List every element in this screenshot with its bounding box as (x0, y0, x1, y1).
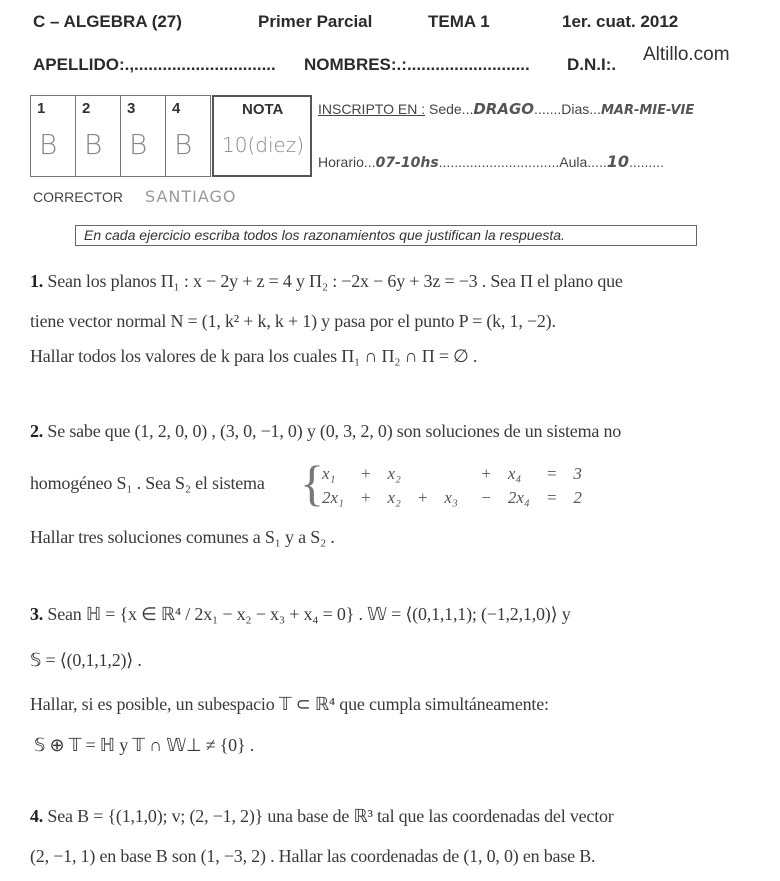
problem-number: 2. (30, 421, 44, 441)
horario-label: Horario... (318, 154, 376, 170)
dias-label: .......Dias... (534, 101, 601, 117)
nota-cell (212, 95, 312, 177)
inscripto-line (318, 100, 694, 118)
problem-2-line-2: homogéneo S₁ . Sea S₂ el sistema (30, 473, 265, 493)
problem-2-line-3: Hallar tres soluciones comunes a S₁ y a S₂ . (30, 527, 335, 547)
horario-value: 07-10hs (375, 155, 439, 171)
course-title: C – ALGEBRA (27) (33, 12, 182, 31)
horario-dots: ............................... (438, 154, 560, 170)
problem-4-line-1 (30, 806, 614, 827)
grade-cell-4 (165, 95, 211, 177)
horario-line (318, 152, 664, 171)
problem-text: Sean ℍ = {x ∈ ℝ⁴ / 2x₁ − x₂ − x₃ + x₄ = 0} . 𝕎 = ⟨(0,1,1,1); (−1,2,1,0)⟩ y (47, 604, 571, 624)
op: = (545, 464, 558, 483)
term: x₄ (507, 464, 522, 483)
problem-2-line-1 (30, 421, 621, 442)
op: + (480, 464, 492, 483)
problem-3-line-4: 𝕊 ⊕ 𝕋 = ℍ y 𝕋 ∩ 𝕎⊥ ≠ {0} . (34, 735, 255, 755)
grade-number: 4 (172, 100, 181, 117)
aula-dots: ......... (628, 154, 664, 170)
op: = (545, 488, 558, 507)
nombres-field: NOMBRES:.:.......................... (304, 55, 530, 74)
grade-cell-1 (30, 95, 76, 177)
equation-row (314, 486, 590, 510)
aula-value: 10 (606, 152, 629, 171)
grade-value: B (84, 128, 103, 161)
watermark: Altillo.com (643, 44, 730, 65)
equation-row (314, 462, 590, 486)
problem-number: 4. (30, 806, 44, 826)
op: − (480, 488, 492, 507)
problem-text: Sean los planos Π₁ : x − 2y + z = 4 y Π₂ : −2x − 6y + 3z = −3 . Sea Π el plano que (47, 271, 623, 291)
problem-text: Sea B = {(1,1,0); v; (2, −1, 2)} una base de ℝ³ tal que las coordenadas del vector (47, 806, 614, 826)
nota-value: 10(diez) (222, 133, 305, 157)
problem-number: 1. (30, 271, 44, 291)
inscripto-label: INSCRIPTO EN : (318, 101, 426, 117)
sede-label: Sede... (428, 101, 474, 117)
op (409, 462, 436, 486)
grade-cell-3 (120, 95, 166, 177)
nota-label: NOTA (242, 101, 284, 118)
problem-1-line-1 (30, 271, 623, 292)
problem-3-line-1 (30, 604, 571, 625)
apellido-field: APELLIDO:.,.............................. (33, 55, 276, 74)
problem-1-line-3: Hallar todos los valores de k para los cuales Π₁ ∩ Π₂ ∩ Π = ∅ . (30, 346, 478, 366)
sede-value: DRAGO (473, 100, 535, 118)
problem-number: 3. (30, 604, 44, 624)
grade-cell-2 (75, 95, 121, 177)
term (436, 462, 472, 486)
aula-label: Aula..... (559, 154, 607, 170)
op: + (359, 464, 372, 483)
problem-3-line-2: 𝕊 = ⟨(0,1,1,2)⟩ . (30, 650, 142, 670)
instructions-box: En cada ejercicio escriba todos los razonamientos que justifican la respuesta. (75, 225, 697, 246)
op: + (416, 488, 429, 507)
problem-3-line-3: Hallar, si es posible, un subespacio 𝕋 ⊂ ℝ⁴ que cumpla simultáneamente: (30, 694, 549, 714)
exam-name: Primer Parcial (258, 12, 373, 31)
grade-value: B (129, 128, 148, 161)
corrector-value: SANTIAGO (145, 187, 237, 206)
tema-label: TEMA 1 (428, 12, 490, 31)
dias-value: MAR-MIE-VIE (600, 103, 695, 118)
op: + (359, 488, 372, 507)
grade-value: B (174, 128, 193, 161)
rhs: 3 (573, 464, 582, 483)
corrector-label: CORRECTOR (33, 189, 123, 205)
term: x₂ (387, 488, 401, 507)
term: x₃ (444, 488, 458, 507)
term: 2x₄ (507, 488, 530, 507)
rhs: 2 (573, 488, 582, 507)
grade-number: 3 (127, 100, 136, 117)
grade-value: B (39, 128, 58, 161)
grade-number: 2 (82, 100, 91, 117)
problem-1-line-2: tiene vector normal N = (1, k² + k, k + 1) y pasa por el punto P = (k, 1, −2). (30, 311, 556, 331)
term-label: 1er. cuat. 2012 (562, 12, 679, 31)
term: 2x₁ (322, 488, 344, 507)
problem-4-line-2: (2, −1, 1) en base B son (1, −3, 2) . Hallar las coordenadas de (1, 0, 0) en base B. (30, 846, 596, 866)
brace-icon: { (300, 455, 324, 511)
term: x₁ (322, 464, 336, 483)
dni-field: D.N.I:. (567, 55, 617, 74)
problem-text: Se sabe que (1, 2, 0, 0) , (3, 0, −1, 0) y (0, 3, 2, 0) son soluciones de un sistema no (47, 421, 622, 441)
grade-number: 1 (37, 100, 46, 117)
term: x₂ (387, 464, 401, 483)
